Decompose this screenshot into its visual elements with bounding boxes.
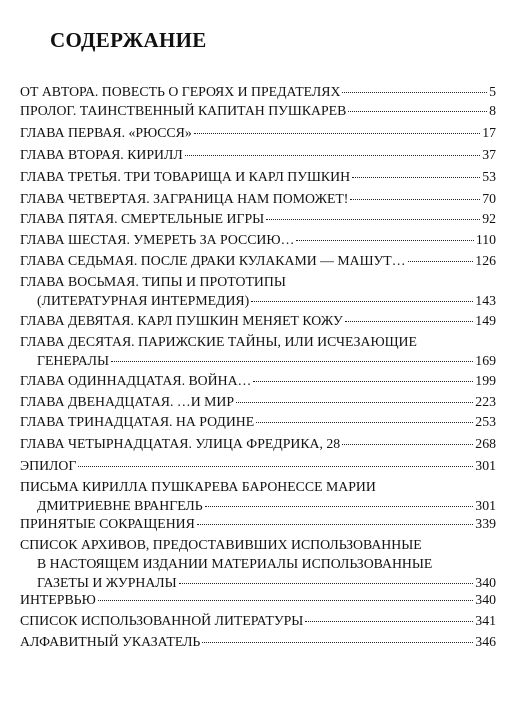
dot-leader (236, 402, 473, 403)
toc-entry (20, 230, 496, 249)
toc-entry (20, 101, 496, 120)
toc-entry-title: ГЛАВА ЧЕТВЕРТАЯ. ЗАГРАНИЦА НАМ ПОМОЖЕТ! (20, 191, 349, 206)
toc-entry-title: ГЛАВА ШЕСТАЯ. УМЕРЕТЬ ЗА РОССИЮ… (20, 232, 295, 247)
dot-leader (253, 381, 473, 382)
toc-entry-line (20, 123, 496, 142)
toc-entry-line (20, 434, 496, 453)
toc-entry-line (20, 230, 496, 249)
toc-entry (20, 167, 496, 186)
toc-entry-title: ЭПИЛОГ (20, 458, 77, 473)
toc-entry-page: 301 (475, 458, 496, 473)
toc-entry-page: 53 (482, 169, 496, 184)
toc-entry (20, 611, 496, 630)
toc-entry-title: В НАСТОЯЩЕМ ИЗДАНИИ МАТЕРИАЛЫ ИСПОЛЬЗОВАННЫЕ (37, 556, 433, 571)
dot-leader (256, 422, 473, 423)
toc-entry (20, 311, 496, 330)
toc-entry-title: ГЕНЕРАЛЫ (37, 353, 110, 368)
toc-entry-page: 126 (475, 253, 496, 268)
toc-entry-title: ГАЗЕТЫ И ЖУРНАЛЫ (37, 575, 177, 590)
toc-entry (20, 332, 496, 370)
toc-entry-title: ГЛАВА ПЕРВАЯ. «РЮССЯ» (20, 125, 192, 140)
toc-entry (20, 535, 496, 592)
toc-entry-title: ГЛАВА ЧЕТЫРНАДЦАТАЯ. УЛИЦА ФРЕДРИКА, 28 (20, 436, 341, 451)
dot-leader (111, 361, 473, 362)
toc-entry-line (20, 209, 496, 228)
toc-entry-line (20, 632, 496, 651)
toc-entry (20, 456, 496, 475)
toc-entry-page: 37 (482, 147, 496, 162)
toc-entry-title: ГЛАВА ВТОРАЯ. КИРИЛЛ (20, 147, 183, 162)
toc-entry (20, 209, 496, 228)
toc-entry (20, 632, 496, 651)
toc-entry-page: 268 (475, 436, 496, 451)
dot-leader (78, 466, 473, 467)
toc-entry-line (20, 477, 496, 496)
dot-leader (352, 177, 480, 178)
toc-entry-title: ГЛАВА ПЯТАЯ. СМЕРТЕЛЬНЫЕ ИГРЫ (20, 211, 265, 226)
toc-entry-title: (ЛИТЕРАТУРНАЯ ИНТЕРМЕДИЯ) (37, 293, 250, 308)
toc-entry-line (20, 189, 496, 208)
toc-entry-page: 5 (489, 84, 496, 99)
toc-entry-page: 169 (475, 353, 496, 368)
dot-leader (350, 199, 480, 200)
toc-entry-title: ГЛАВА ТРИНАДЦАТАЯ. НА РОДИНЕ (20, 414, 255, 429)
toc-entry-line (20, 332, 496, 351)
toc-entry-page: 199 (475, 373, 496, 388)
toc-entry-page: 17 (482, 125, 496, 140)
toc-entry (20, 371, 496, 390)
toc-entry-title: ГЛАВА ТРЕТЬЯ. ТРИ ТОВАРИЩА И КАРЛ ПУШКИН (20, 169, 351, 184)
toc-entry-page: 70 (482, 191, 496, 206)
dot-leader (345, 321, 474, 322)
toc-entry-page: 253 (475, 414, 496, 429)
toc-entry (20, 251, 496, 270)
toc-entry-line (20, 514, 496, 533)
toc-entry-page: 8 (489, 103, 496, 118)
dot-leader (251, 301, 473, 302)
toc-entry-page: 340 (475, 592, 496, 607)
toc-entry-page: 301 (475, 498, 496, 513)
toc-entry-line (20, 311, 496, 330)
toc-entry-title: СПИСОК АРХИВОВ, ПРЕДОСТАВИВШИХ ИСПОЛЬЗОВАННЫЕ (20, 537, 422, 552)
toc-entry-title: ГЛАВА ДЕВЯТАЯ. КАРЛ ПУШКИН МЕНЯЕТ КОЖУ (20, 313, 343, 328)
toc-entry-title: ГЛАВА ДЕСЯТАЯ. ПАРИЖСКИЕ ТАЙНЫ, ИЛИ ИСЧЕЗАЮЩИЕ (20, 334, 417, 349)
toc-entry (20, 477, 496, 515)
toc-entry-title: ПРИНЯТЫЕ СОКРАЩЕНИЯ (20, 516, 195, 531)
dot-leader (342, 92, 487, 93)
dot-leader (185, 155, 480, 156)
toc-entry-page: 340 (475, 575, 496, 590)
toc-entry (20, 189, 496, 208)
toc-entry-line (20, 535, 496, 554)
toc-entry-line (20, 392, 496, 411)
toc-entry (20, 392, 496, 411)
toc-entry-line (20, 272, 496, 291)
toc-entry-line (20, 496, 496, 515)
dot-leader (202, 642, 473, 643)
toc-entry-line (20, 251, 496, 270)
toc-entry (20, 272, 496, 310)
toc-entry-page: 339 (475, 516, 496, 531)
toc-entry-page: 143 (475, 293, 496, 308)
toc-entry-title: ГЛАВА ДВЕНАДЦАТАЯ. …И МИР (20, 394, 235, 409)
toc-entry-page: 341 (475, 613, 496, 628)
toc-entry-line (20, 145, 496, 164)
dot-leader (305, 621, 473, 622)
dot-leader (348, 111, 487, 112)
toc-entry-line (20, 291, 496, 310)
toc-entry-page: 92 (482, 211, 496, 226)
dot-leader (296, 240, 473, 241)
toc-entry-line (20, 456, 496, 475)
toc-entry-page: 110 (475, 232, 496, 247)
dot-leader (179, 583, 474, 584)
toc-entry (20, 82, 496, 101)
dot-leader (408, 261, 474, 262)
dot-leader (194, 133, 480, 134)
toc-entry-title: ИНТЕРВЬЮ (20, 592, 96, 607)
dot-leader (197, 524, 473, 525)
toc-entry-line (20, 371, 496, 390)
toc-entry (20, 145, 496, 164)
toc-entry (20, 514, 496, 533)
toc-entry (20, 590, 496, 609)
dot-leader (205, 506, 474, 507)
toc-entry-page: 223 (475, 394, 496, 409)
toc-entry-title: ПИСЬМА КИРИЛЛА ПУШКАРЕВА БАРОНЕССЕ МАРИИ (20, 479, 376, 494)
dot-leader (98, 600, 474, 601)
toc-entry-title: ГЛАВА ОДИННАДЦАТАЯ. ВОЙНА… (20, 373, 252, 388)
dot-leader (266, 219, 480, 220)
toc-entry-title: ДМИТРИЕВНЕ ВРАНГЕЛЬ (37, 498, 203, 513)
toc-entry-page: 346 (475, 634, 496, 649)
toc-entry (20, 412, 496, 431)
toc-entry-title: ПРОЛОГ. ТАИНСТВЕННЫЙ КАПИТАН ПУШКАРЕВ (20, 103, 347, 118)
toc-entry-line (20, 611, 496, 630)
toc-entry-line (20, 101, 496, 120)
toc-entry-page: 149 (475, 313, 496, 328)
toc-entry-line (20, 554, 496, 573)
toc-entry-title: ГЛАВА СЕДЬМАЯ. ПОСЛЕ ДРАКИ КУЛАКАМИ — МАШУТ… (20, 253, 406, 268)
toc-entry-line (20, 590, 496, 609)
toc-entry-title: ОТ АВТОРА. ПОВЕСТЬ О ГЕРОЯХ И ПРЕДАТЕЛЯХ (20, 84, 341, 99)
toc-entry-line (20, 351, 496, 370)
toc-entry-line (20, 412, 496, 431)
toc-entry (20, 434, 496, 453)
toc-entry-line (20, 167, 496, 186)
toc-entry-title: ГЛАВА ВОСЬМАЯ. ТИПЫ И ПРОТОТИПЫ (20, 274, 286, 289)
toc-entry (20, 123, 496, 142)
toc-entry-title: СПИСОК ИСПОЛЬЗОВАННОЙ ЛИТЕРАТУРЫ (20, 613, 304, 628)
dot-leader (342, 444, 473, 445)
page-title: СОДЕРЖАНИЕ (50, 28, 207, 52)
toc-entry-title: АЛФАВИТНЫЙ УКАЗАТЕЛЬ (20, 634, 201, 649)
toc-entry-line (20, 82, 496, 101)
